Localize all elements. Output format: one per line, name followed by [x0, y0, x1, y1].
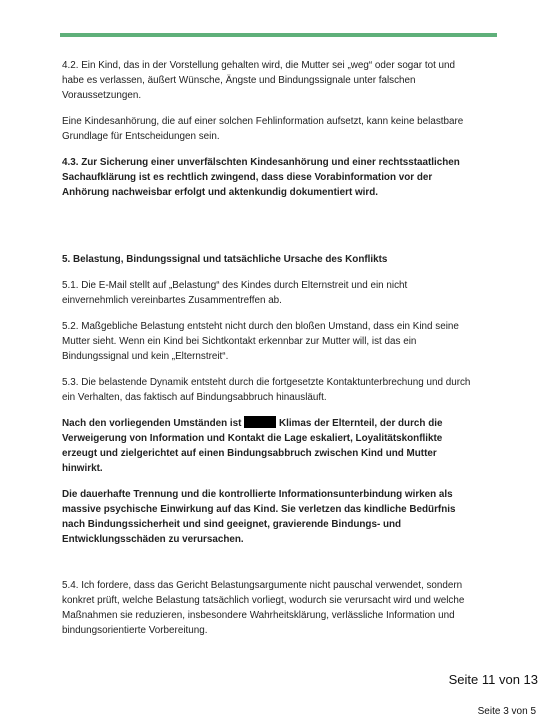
spacer — [62, 558, 472, 578]
page-number-inner: Seite 3 von 5 — [477, 706, 536, 717]
header-rule — [60, 33, 497, 37]
bold-statement-1 — [62, 416, 472, 476]
paragraph-5-1: 5.1. Die E-Mail stellt auf „Belastung“ des Kindes durch Elternstreit und ein nicht einvernehmlich vereinbartes Zusammentreffen ab. — [62, 280, 408, 306]
paragraph-4-3: 4.3. Zur Sicherung einer unverfälschten Kindesanhörung und einer rechtsstaatlichen Sachaufklärung ist es rechtlich zwingend, dass diese Vorabinformation vor der Anhörung nachweisbar erfolgt und aktenkundig dokumentiert wird. — [62, 157, 460, 198]
redaction-box — [244, 416, 276, 428]
paragraph-5-3: 5.3. Die belastende Dynamik entsteht durch die fortgesetzte Kontaktunterbrechung und durch ein Verhalten, das faktisch auf Bindungsabbruch hinausläuft. — [62, 377, 471, 403]
bold-statement-1-end: Klimas der Elternteil, der durch die Verweigerung von Information und Kontakt die Lage eskaliert, Loyalitätskonflikte erzeugt und zielgerichtet auf einen Bindungsabbruch zwischen Kind und Mutter hinwirkt. — [62, 418, 443, 474]
paragraph-4-2b: Eine Kindesanhörung, die auf einer solchen Fehlinformation aufsetzt, kann keine belastbare Grundlage für Entscheidungen sein. — [62, 116, 464, 142]
paragraph-5-4: 5.4. Ich fordere, dass das Gericht Belastungsargumente nicht pauschal verwendet, sondern konkret prüft, welche Belastung tatsächlich vorliegt, wodurch sie verursacht wird und welche Maßnahmen sie reduzieren, insbesondere Wahrheitsklärung, verlässliche Information und bindungsorientierte Vorbereitung. — [62, 580, 465, 636]
document-body — [62, 58, 472, 649]
paragraph-5-2: 5.2. Maßgebliche Belastung entsteht nicht durch den bloßen Umstand, dass ein Kind seine Mutter sieht. Wenn ein Kind bei Sichtkontakt erkennbar zur Mutter will, ist das ein Bindungssignal und kein „Elternstreit“. — [62, 321, 459, 362]
page-number-outer: Seite 11 von 13 — [448, 672, 538, 687]
paragraph-4-2: 4.2. Ein Kind, das in der Vorstellung gehalten wird, die Mutter sei „weg“ oder sogar tot und habe es verlassen, äußert Wünsche, Ängste und Bindungssignale unter falschen Voraussetzungen. — [62, 60, 456, 101]
section-5-heading: 5. Belastung, Bindungssignal und tatsächliche Ursache des Konflikts — [62, 254, 388, 265]
spacer — [62, 211, 472, 252]
bold-statement-2: Die dauerhafte Trennung und die kontrollierte Informationsunterbindung wirken als massive psychische Einwirkung auf das Kind. Sie verletzen das kindliche Bedürfnis nach Bindungssicherheit und sind geeignet, gravierende Bindungs- und Entwicklungsschäden zu verursachen. — [62, 489, 456, 545]
bold-statement-1-start: Nach den vorliegenden Umständen ist — [62, 418, 242, 429]
